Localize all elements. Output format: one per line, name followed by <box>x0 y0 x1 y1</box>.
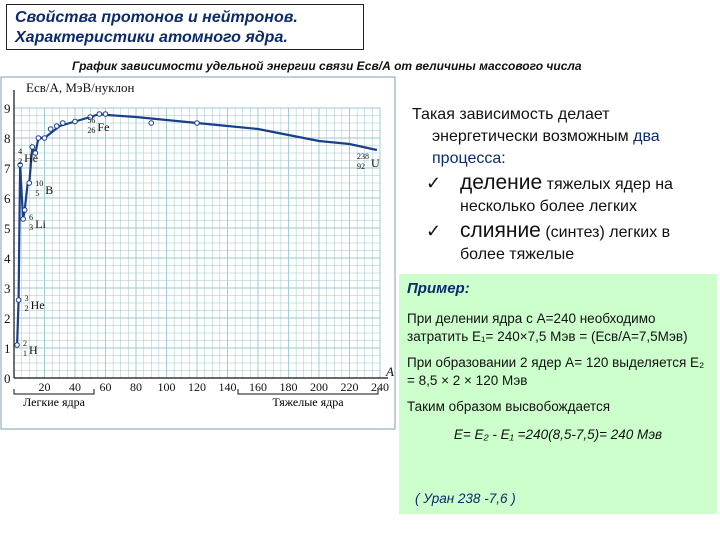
y-tick-label: 0 <box>4 371 11 386</box>
data-point <box>54 124 59 129</box>
y-tick-label: 1 <box>4 341 11 356</box>
x-tick-label: 220 <box>340 380 359 394</box>
check-icon: ✓ <box>426 173 442 193</box>
nuclide-mass-number: 2 <box>23 339 28 348</box>
x-tick-label: 200 <box>310 380 328 394</box>
example-conclusion: Таким образом высвобождается <box>407 399 611 414</box>
y-tick-label: 8 <box>4 131 11 146</box>
x-tick-label: 60 <box>99 380 112 394</box>
data-point <box>36 136 41 141</box>
nuclide-charge-number: 5 <box>35 189 40 198</box>
nuclide-symbol: He <box>24 151 39 165</box>
nuclide-mass-number: 3 <box>24 294 29 303</box>
data-point <box>97 112 102 117</box>
light-nuclei-label <box>23 395 86 409</box>
chart-frame <box>1 77 395 429</box>
nuclide-charge-number: 26 <box>87 126 96 135</box>
data-point <box>48 127 53 132</box>
nuclide-charge-number: 2 <box>18 157 23 166</box>
uranium-note: ( Уран 238 -7,6 ) <box>415 491 516 506</box>
nuclide-charge-number: 1 <box>23 349 28 358</box>
nuclide-symbol: U <box>370 156 380 170</box>
title-box <box>6 4 364 50</box>
nuclide-symbol: Li <box>35 217 46 231</box>
intro-end: : <box>501 150 506 167</box>
nuclide-charge-number: 92 <box>356 162 365 171</box>
title-line-1: Свойства протонов и нейтронов. <box>15 9 298 26</box>
data-point <box>15 343 20 348</box>
x-tick-label: 120 <box>188 380 206 394</box>
data-point <box>149 121 154 126</box>
data-point <box>103 112 108 117</box>
data-point <box>22 208 27 213</box>
light-nuclei-text: Легкие ядра <box>23 395 85 409</box>
example-result: E= E₂ - E₁ =240(8,5-7,5)= 240 Мэв <box>453 427 663 442</box>
example-fusion: При образовании 2 ядер А= 120 выделяется Е₂ = 8,5 × 2 × 120 Мэв <box>407 355 705 388</box>
nuclide-charge-number: 2 <box>24 304 29 313</box>
binding-energy-chart <box>0 76 396 430</box>
data-point <box>42 136 47 141</box>
x-tick-label: 20 <box>38 380 51 394</box>
chart-caption: График зависимости удельной энергии связи Есв/А от величины массового числа <box>72 59 582 73</box>
data-point <box>61 121 66 126</box>
x-tick-label: 140 <box>218 380 237 394</box>
x-tick-label: 180 <box>279 380 298 394</box>
heavy-nuclei-label <box>272 395 344 409</box>
y-axis-label: Есв/A, МэВ/нуклон <box>26 80 135 95</box>
nuclide-symbol: Fe <box>97 120 110 134</box>
x-axis-label: A <box>386 364 394 379</box>
heavy-nuclei-text: Тяжелые ядра <box>272 395 344 409</box>
y-tick-label: 7 <box>4 161 11 176</box>
nuclide-mass-number: 6 <box>29 213 34 222</box>
x-tick-label: 160 <box>249 380 267 394</box>
x-tick-label: 40 <box>69 380 81 394</box>
fission-word: деление <box>460 171 543 194</box>
nuclide-charge-number: 3 <box>29 223 34 232</box>
nuclide-symbol: H <box>29 343 38 357</box>
y-tick-label: 6 <box>4 191 11 206</box>
nuclide-symbol: B <box>45 183 54 197</box>
example-fission: При делении ядра с А=240 необходимо затратить Е₁= 240×7,5 Мэв = (Есв/А=7,5Мэв) <box>407 311 688 344</box>
title-line-2: Характеристики атомного ядра. <box>15 29 288 46</box>
nuclide-mass-number: 56 <box>87 116 96 125</box>
fusion-word: слияние <box>460 219 541 242</box>
data-point <box>16 298 21 303</box>
data-point <box>30 145 35 150</box>
x-tick-label: 100 <box>157 380 176 394</box>
intro-emphasis: два процесса <box>432 128 660 167</box>
y-tick-label: 3 <box>4 281 11 296</box>
chart-svg <box>0 76 396 430</box>
fission-rest: тяжелых ядер на несколько более легких <box>460 176 673 215</box>
y-tick-label: 5 <box>4 221 11 236</box>
nuclide-mass-number: 10 <box>35 179 44 188</box>
x-tick-label: 80 <box>130 380 142 394</box>
nuclide-mass-number: 238 <box>356 152 369 161</box>
example-title: Пример: <box>407 280 470 297</box>
nuclide-mass-number: 4 <box>18 147 23 156</box>
y-tick-label: 2 <box>4 311 11 326</box>
intro-text: Такая зависимость делает энергетически возможным <box>412 106 629 145</box>
fusion-rest: (синтез) легких в более тяжелые <box>460 224 671 263</box>
data-point <box>73 119 78 124</box>
intro-paragraph <box>412 104 712 170</box>
data-point <box>27 181 32 186</box>
bullet-fusion <box>412 220 712 266</box>
data-point <box>21 217 26 222</box>
y-tick-label: 9 <box>4 101 11 116</box>
y-tick-label: 4 <box>4 251 11 266</box>
bullet-fission <box>412 172 712 218</box>
x-tick-label: 240 <box>371 380 389 394</box>
data-point <box>195 121 200 126</box>
check-icon: ✓ <box>426 221 442 241</box>
nuclide-symbol: He <box>30 298 45 312</box>
example-box <box>399 274 717 514</box>
processes-text <box>412 104 712 266</box>
